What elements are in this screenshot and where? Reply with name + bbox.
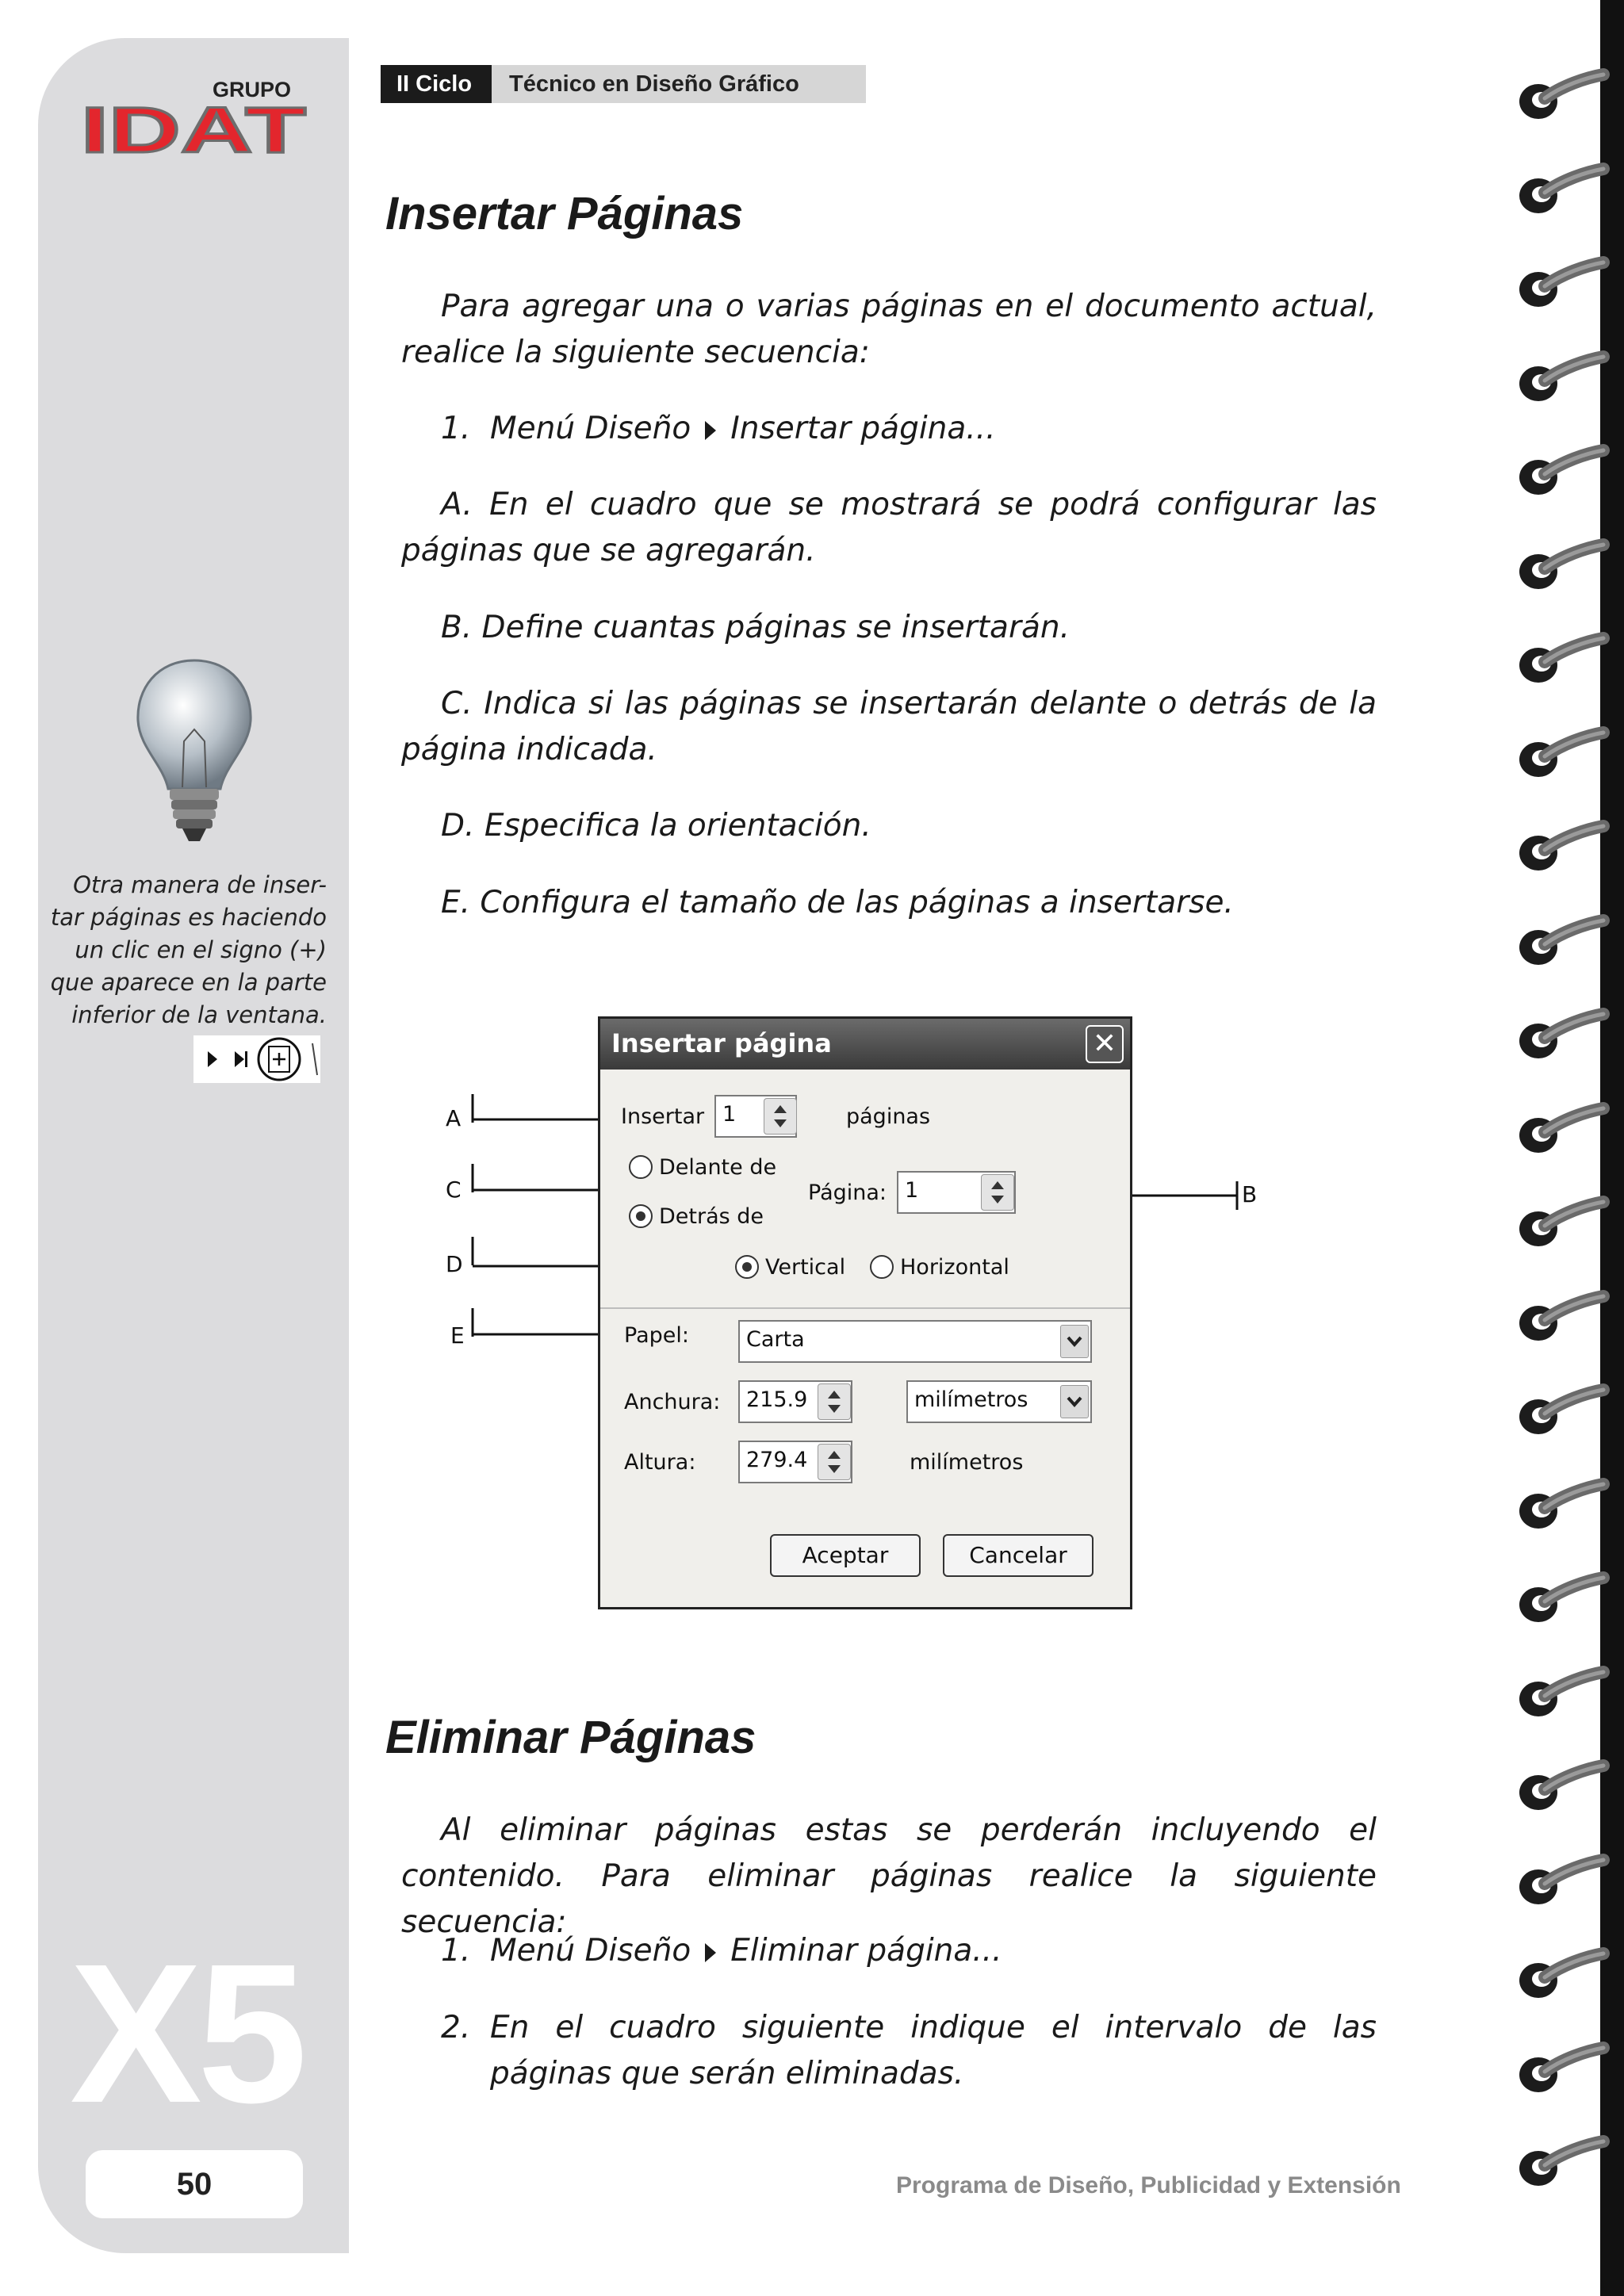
binding-ring [1515,1661,1610,1724]
before-label: Delante de [659,1155,777,1180]
arrow-right-icon [705,1943,716,1962]
cancel-button[interactable]: Cancelar [943,1534,1094,1577]
step-text: En el cuadro siguiente indique el intervalo de las páginas que serán eliminadas. [490,2010,1377,2091]
section-title-delete: Eliminar Páginas [385,1712,756,1763]
before-radio[interactable] [629,1155,653,1179]
insert-page-dialog [598,1016,1132,1609]
spin-arrows-icon[interactable] [764,1098,797,1135]
sidebar [38,38,349,2253]
height-unit: milímetros [910,1450,1024,1475]
idat-logo [79,101,309,157]
logo-wordmark: IDAT [81,101,306,157]
tip-line: tar páginas es haciendo [50,904,327,931]
binding-ring [1515,1567,1610,1630]
binding-ring [1515,346,1610,409]
close-icon[interactable]: ✕ [1086,1025,1124,1063]
binding-ring [1515,534,1610,597]
delete-step-1 [441,1928,1377,1974]
width-input[interactable]: 215.9 [738,1380,852,1423]
horizontal-label: Horizontal [900,1255,1009,1280]
point-d-text: D. Especifica la orientación. [441,808,871,844]
cycle-label: II Ciclo [381,65,492,103]
chevron-down-icon[interactable] [1060,1385,1089,1418]
insert-point-c [401,681,1377,773]
callout-b: B [1242,1181,1258,1207]
binding-ring [1515,439,1610,503]
logo-grupo-text: GRUPO [213,78,292,101]
dialog-divider [600,1307,1130,1309]
footer-text: Programa de Diseño, Publicidad y Extensión [896,2172,1401,2198]
height-input[interactable]: 279.4 [738,1441,852,1483]
spin-arrows-icon[interactable] [818,1444,851,1480]
width-unit-select[interactable]: milímetros [906,1380,1092,1423]
width-label: Anchura: [624,1390,721,1414]
delete-step-2 [441,2005,1377,2097]
arrow-right-icon [705,421,716,440]
menu-item: Insertar página... [730,411,996,446]
binding-ring [1515,158,1610,221]
binding-ring [1515,1379,1610,1442]
binding-ring [1515,721,1610,785]
light-bulb-icon [127,654,262,852]
ok-button[interactable]: Aceptar [770,1534,921,1577]
callout-c: C [446,1177,462,1203]
height-label: Altura: [624,1450,696,1475]
paper-label: Papel: [624,1323,689,1348]
binding-ring [1515,627,1610,691]
binding-ring [1515,2130,1610,2194]
course-header [381,65,866,103]
callout-e: E [450,1322,465,1349]
pages-label: páginas [846,1104,931,1129]
tip-line: Otra manera de inser- [73,871,327,898]
binding-ring [1515,1003,1610,1066]
chevron-down-icon[interactable] [1060,1325,1089,1358]
tip-line: un clic en el signo (+) [75,936,327,963]
horizontal-radio[interactable] [870,1255,894,1279]
callout-d: D [446,1251,463,1277]
insert-count-input[interactable]: 1 [714,1095,797,1138]
binding-ring [1515,1097,1610,1161]
delete-intro-text: Al eliminar páginas estas se perderán incluyendo el contenido. Para eliminar páginas realice la siguiente secuencia: [401,1812,1377,1940]
insert-point-d [401,803,1377,849]
binding-ring [1515,815,1610,878]
callout-a: A [446,1105,462,1131]
menu-name: Menú Diseño [490,1933,691,1969]
section-title-insert: Insertar Páginas [385,188,744,239]
binding-ring [1515,1755,1610,1818]
insert-intro [401,284,1377,376]
dialog-title: Insertar página [600,1019,1130,1070]
binding-ring [1515,251,1610,315]
insert-point-e [401,880,1377,926]
spin-arrows-icon[interactable] [818,1383,851,1420]
insert-intro-text: Para agregar una o varias páginas en el documento actual, realice la siguiente secuencia: [401,289,1377,370]
course-label: Técnico en Diseño Gráfico [492,65,866,103]
tip-text [48,869,327,1031]
binding-ring [1515,1849,1610,1912]
paper-select[interactable]: Carta [738,1320,1092,1363]
insert-step-1 [441,406,1377,452]
binding-ring [1515,2037,1610,2100]
insert-label: Insertar [621,1104,705,1129]
step-number: 2. [441,2010,471,2045]
after-radio[interactable] [629,1204,653,1228]
binding-ring [1515,909,1610,973]
binding-ring [1515,63,1610,127]
vertical-radio[interactable] [735,1255,759,1279]
insert-point-b [401,605,1377,651]
menu-name: Menú Diseño [490,411,691,446]
binding-ring [1515,1191,1610,1254]
page-navigation-bar [193,1035,320,1083]
spin-arrows-icon[interactable] [981,1174,1014,1211]
binding-ring [1515,1285,1610,1349]
tip-line: inferior de la ventana. [71,1001,327,1028]
step-number: 1. [441,1933,471,1969]
menu-item: Eliminar página... [730,1933,1002,1969]
point-c-text: C. Indica si las páginas se insertarán delante o detrás de la página indicada. [401,686,1377,767]
page-number: 50 [86,2150,303,2218]
binding-ring [1515,1942,1610,2006]
insert-point-a [401,482,1377,574]
point-a-text: A. En el cuadro que se mostrará se podrá configurar las páginas que se agregarán. [401,487,1377,568]
after-label: Detrás de [659,1204,764,1229]
step-number: 1. [441,411,471,446]
vertical-label: Vertical [765,1255,846,1280]
binding-ring [1515,1473,1610,1536]
point-b-text: B. Define cuantas páginas se insertarán. [441,610,1070,645]
tip-line: que aparece en la parte [50,969,327,996]
page-label: Página: [808,1181,887,1205]
delete-intro [401,1808,1377,1946]
point-e-text: E. Configura el tamaño de las páginas a insertarse. [441,885,1234,920]
page-number-input[interactable]: 1 [897,1171,1016,1214]
version-mark: X5 [70,1923,303,2144]
